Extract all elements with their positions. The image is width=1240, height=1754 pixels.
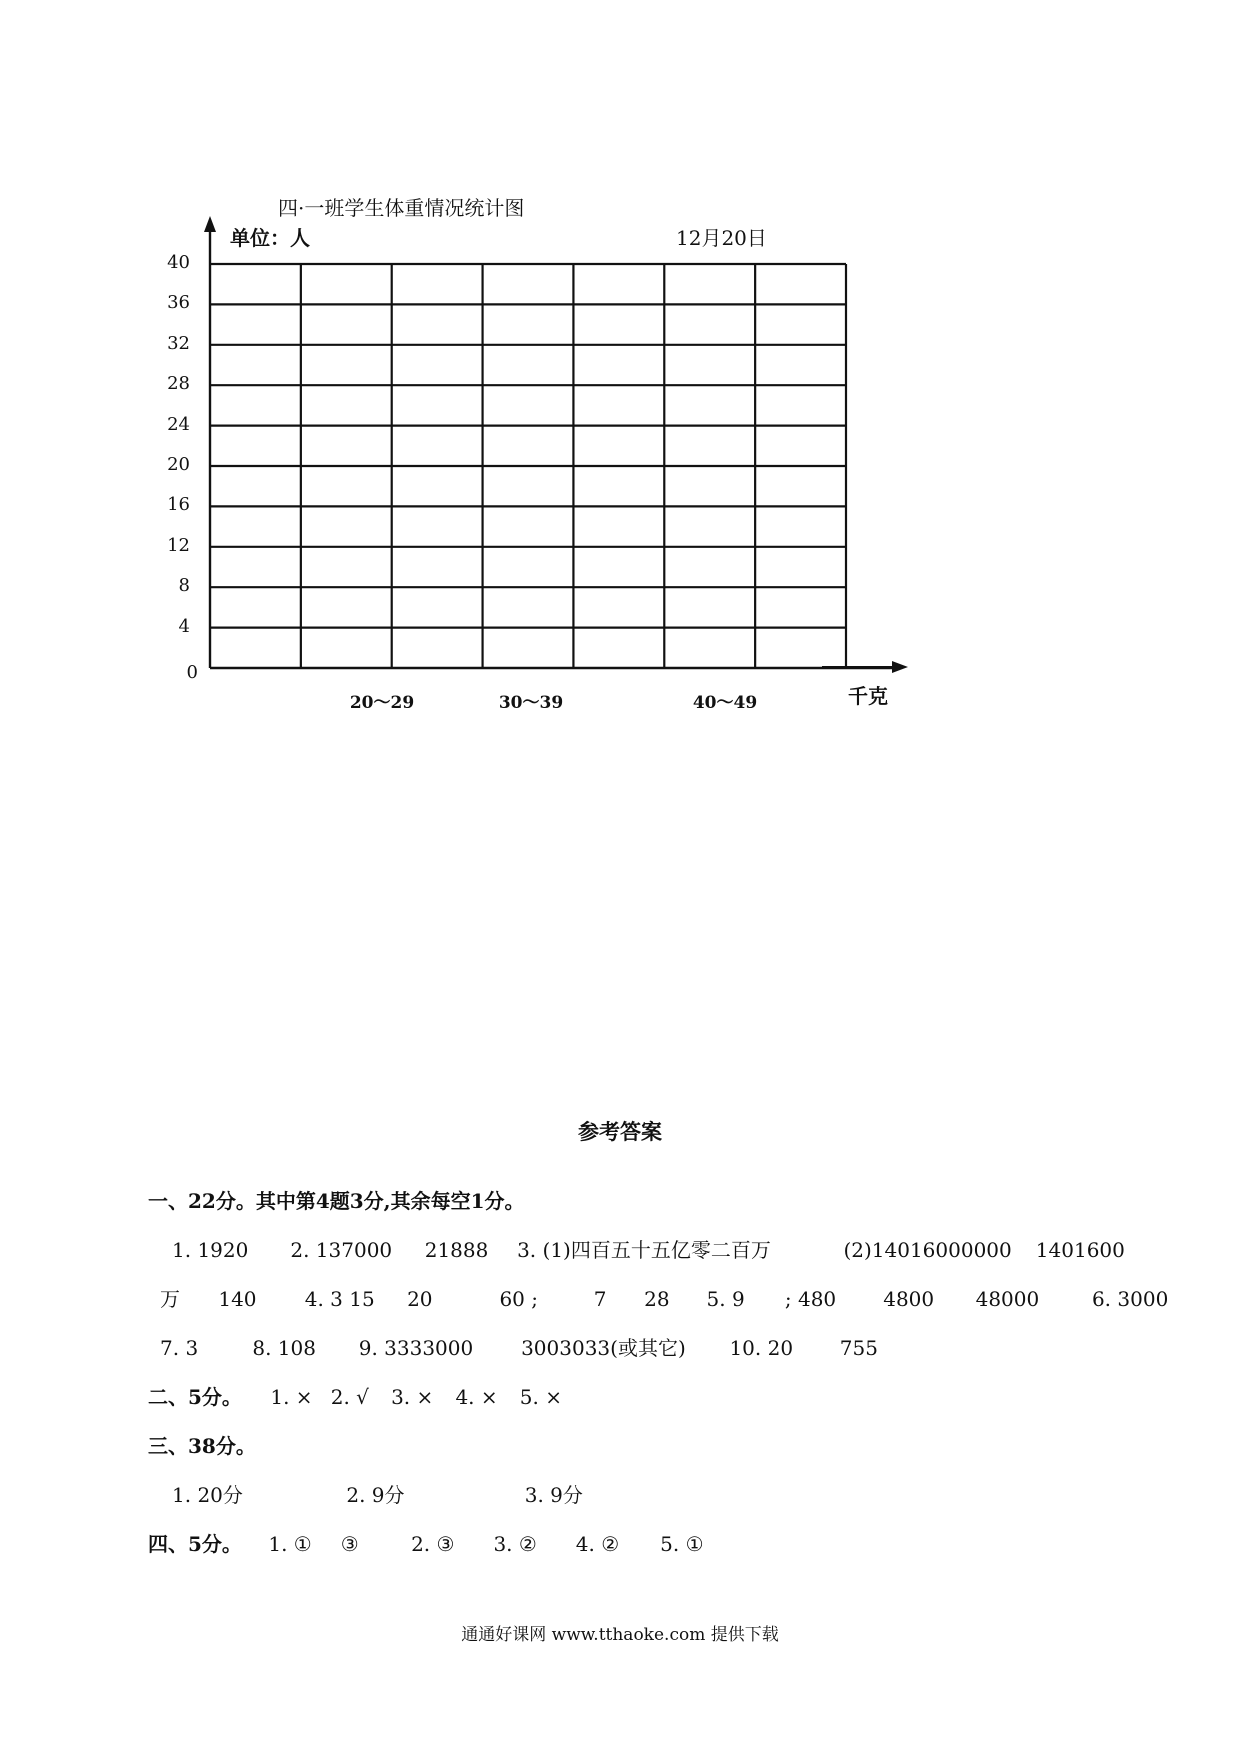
answer-item: 140 [218, 1287, 257, 1311]
section-2-header: 二、5分。 [148, 1385, 242, 1409]
section-1-line-3 [160, 1332, 878, 1361]
section-1-header: 一、22分。其中第4题3分,其余每空1分。 [148, 1189, 525, 1213]
answer-item: 2. 9分 [346, 1483, 405, 1507]
answer-item: 1. 20分 [172, 1483, 243, 1507]
answer-item: 万 [160, 1287, 180, 1311]
answer-item: 3003033(或其它) [521, 1336, 686, 1360]
y-tick-label: 32 [167, 332, 190, 354]
answer-item: 4. ② [575, 1532, 620, 1556]
y-tick-label: 20 [167, 454, 190, 475]
x-tick-40-49: 40～49 [692, 693, 758, 713]
chart-unit-label: 单位：人 [230, 226, 310, 250]
answer-item: 28 [644, 1287, 670, 1311]
y-tick-label: 8 [178, 575, 190, 597]
answer-item: 5. 9 [706, 1287, 745, 1311]
answer-item: (2)14016000000 [843, 1238, 1012, 1262]
y-tick-label: 28 [167, 373, 190, 395]
answer-item: 6. 3000 [1091, 1287, 1169, 1311]
chart-date: 12月20日 [676, 226, 767, 250]
answer-item: 5. ① [660, 1532, 704, 1556]
answer-item: 8. 108 [252, 1336, 316, 1360]
answer-item: ; 480 [784, 1287, 837, 1311]
section-1-line-2 [160, 1283, 1168, 1312]
answer-item: 755 [839, 1336, 878, 1360]
answer-key-title: 参考答案 [578, 1119, 662, 1144]
x-tick-30-39: 30～39 [498, 693, 564, 713]
x-axis-unit: 千克 [848, 684, 888, 708]
answer-item: 1. × [270, 1385, 313, 1409]
section-4 [148, 1528, 704, 1557]
chart-title: 四·一班学生体重情况统计图 [278, 196, 525, 220]
y-tick-label: 16 [167, 494, 190, 516]
answer-item: 60 ; [499, 1287, 538, 1311]
answer-item: 9. 3333000 [358, 1336, 474, 1360]
section-3-header: 三、38分。 [148, 1434, 256, 1458]
y-tick-label: 36 [167, 292, 190, 314]
answer-item: 3. 9分 [524, 1483, 583, 1507]
y-axis-arrow [204, 216, 216, 232]
answer-item: 1. ① [268, 1532, 312, 1556]
section-3-line [172, 1479, 583, 1508]
y-tick-label: 12 [167, 534, 190, 556]
answer-item: 4. × [455, 1385, 498, 1409]
answer-item: 1. 1920 [172, 1238, 249, 1262]
y-tick-label: 24 [167, 413, 190, 435]
answer-item: 20 [407, 1287, 433, 1311]
answer-item: 5. × [519, 1385, 562, 1409]
answer-item: 21888 [424, 1238, 489, 1262]
y-tick-label: 40 [167, 252, 190, 273]
answer-item: 3. × [391, 1385, 434, 1409]
answer-item: 7. 3 [160, 1336, 199, 1360]
answer-item: 3. (1)四百五十五亿零二百万 [517, 1238, 771, 1262]
answer-item: 7 [593, 1287, 607, 1311]
answer-item: 2. 137000 [290, 1238, 393, 1262]
answer-item: 2. ③ [411, 1532, 455, 1556]
answer-item: 10. 20 [729, 1336, 794, 1360]
answer-item: 48000 [975, 1287, 1040, 1311]
answer-item: 4. 3 15 [304, 1287, 375, 1311]
y-tick-label: 4 [178, 615, 190, 637]
answer-item: 2. √ [330, 1385, 369, 1409]
answer-item: 4800 [883, 1287, 935, 1311]
section-2 [148, 1381, 562, 1410]
answer-item: 3. ② [493, 1532, 537, 1556]
x-tick-20-29: 20～29 [349, 693, 415, 713]
footer-credit: 通通好课网 www.tthaoke.com 提供下载 [461, 1625, 779, 1645]
x-axis-arrow [892, 661, 908, 673]
section-1-line-1 [172, 1234, 1125, 1263]
answer-item: 1401600 [1035, 1238, 1125, 1262]
section-4-header: 四、5分。 [148, 1532, 242, 1556]
y-tick-label: 0 [186, 662, 198, 683]
answer-item: ③ [340, 1532, 359, 1556]
